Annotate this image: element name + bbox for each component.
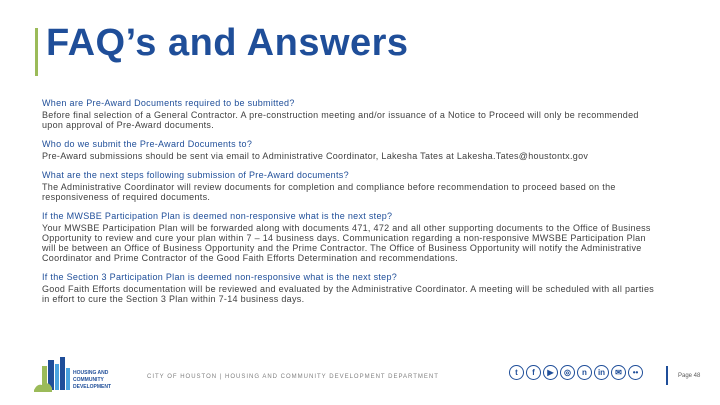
social-icons <box>509 365 643 380</box>
logo-line-1: HOUSING AND <box>73 370 109 376</box>
faq-item <box>42 170 682 202</box>
faq-answer-line: Your MWSBE Participation Plan will be forwarded along with documents 471, 472 and all other supporting documents to the Office of Business <box>42 223 651 233</box>
instagram-icon[interactable]: ◎ <box>560 365 575 380</box>
faq-item <box>42 139 682 161</box>
title-accent-bar <box>35 28 38 76</box>
facebook-icon[interactable]: f <box>526 365 541 380</box>
faq-answer-line: Coordinator and Prime Contractor of the Good Faith Efforts Determination and recommendations. <box>42 253 458 263</box>
faq-answer <box>42 182 682 202</box>
twitter-icon[interactable]: t <box>509 365 524 380</box>
faq-question: When are Pre-Award Documents required to be submitted? <box>42 98 295 108</box>
faq-answer-line: Before final selection of a General Contractor. A pre-construction meeting and/or issuance of a Notice to Proceed will only be recommended <box>42 110 639 120</box>
faq-answer <box>42 284 682 304</box>
flickr-icon[interactable]: •• <box>628 365 643 380</box>
faq-answer-line: upon approval of Pre-Award documents. <box>42 120 215 130</box>
faq-item <box>42 272 682 304</box>
youtube-icon[interactable]: ▶ <box>543 365 558 380</box>
faq-answer-line: responsiveness of required documents. <box>42 192 211 202</box>
footer <box>0 350 720 405</box>
faq-answer-line: will be between an Office of Business Opportunity and the Prime Contractor. The Office of Business Opportunity will notify the Administrative <box>42 243 642 253</box>
nextdoor-icon[interactable]: n <box>577 365 592 380</box>
faq-question: If the MWSBE Participation Plan is deemed non-responsive what is the next step? <box>42 211 393 221</box>
faq-item <box>42 211 682 263</box>
logo-line-3: DEVELOPMENT <box>73 384 112 390</box>
logo-line-2: COMMUNITY <box>73 377 104 383</box>
email-icon[interactable]: ✉ <box>611 365 626 380</box>
department-label: CITY OF HOUSTON | HOUSING AND COMMUNITY DEVELOPMENT DEPARTMENT <box>147 374 439 380</box>
faq-answer-line: Good Faith Efforts documentation will be reviewed and evaluated by the Administrative Coordinator. A meeting will be scheduled with all parties <box>42 284 655 294</box>
faq-answer <box>42 110 682 130</box>
linkedin-icon[interactable]: in <box>594 365 609 380</box>
faq-answer-line: The Administrative Coordinator will review documents for completion and compliance before recommendation to proceed based on the <box>42 182 616 192</box>
hcdd-logo <box>32 354 132 394</box>
faq-list <box>42 98 682 313</box>
faq-question: If the Section 3 Participation Plan is deemed non-responsive what is the next step? <box>42 272 398 282</box>
faq-answer <box>42 151 682 161</box>
faq-item <box>42 98 682 130</box>
faq-question: What are the next steps following submission of Pre-Award documents? <box>42 170 349 180</box>
page-number: Page 48 <box>678 373 701 379</box>
faq-answer-line: Opportunity to review and cure your plan within 7 – 14 business days. Communication regarding a non-responsive MWSBE Participation Plan <box>42 233 646 243</box>
faq-answer <box>42 223 682 263</box>
footer-divider <box>666 366 668 385</box>
faq-question: Who do we submit the Pre-Award Documents to? <box>42 139 253 149</box>
faq-answer-line: Pre-Award submissions should be sent via email to Administrative Coordinator, Lakesha Tates at Lakesha.Tates@houstontx.gov <box>42 151 589 161</box>
page-title: FAQ’s and Answers <box>46 22 409 64</box>
faq-answer-line: in effort to cure the Section 3 Plan within 7-14 business days. <box>42 294 305 304</box>
